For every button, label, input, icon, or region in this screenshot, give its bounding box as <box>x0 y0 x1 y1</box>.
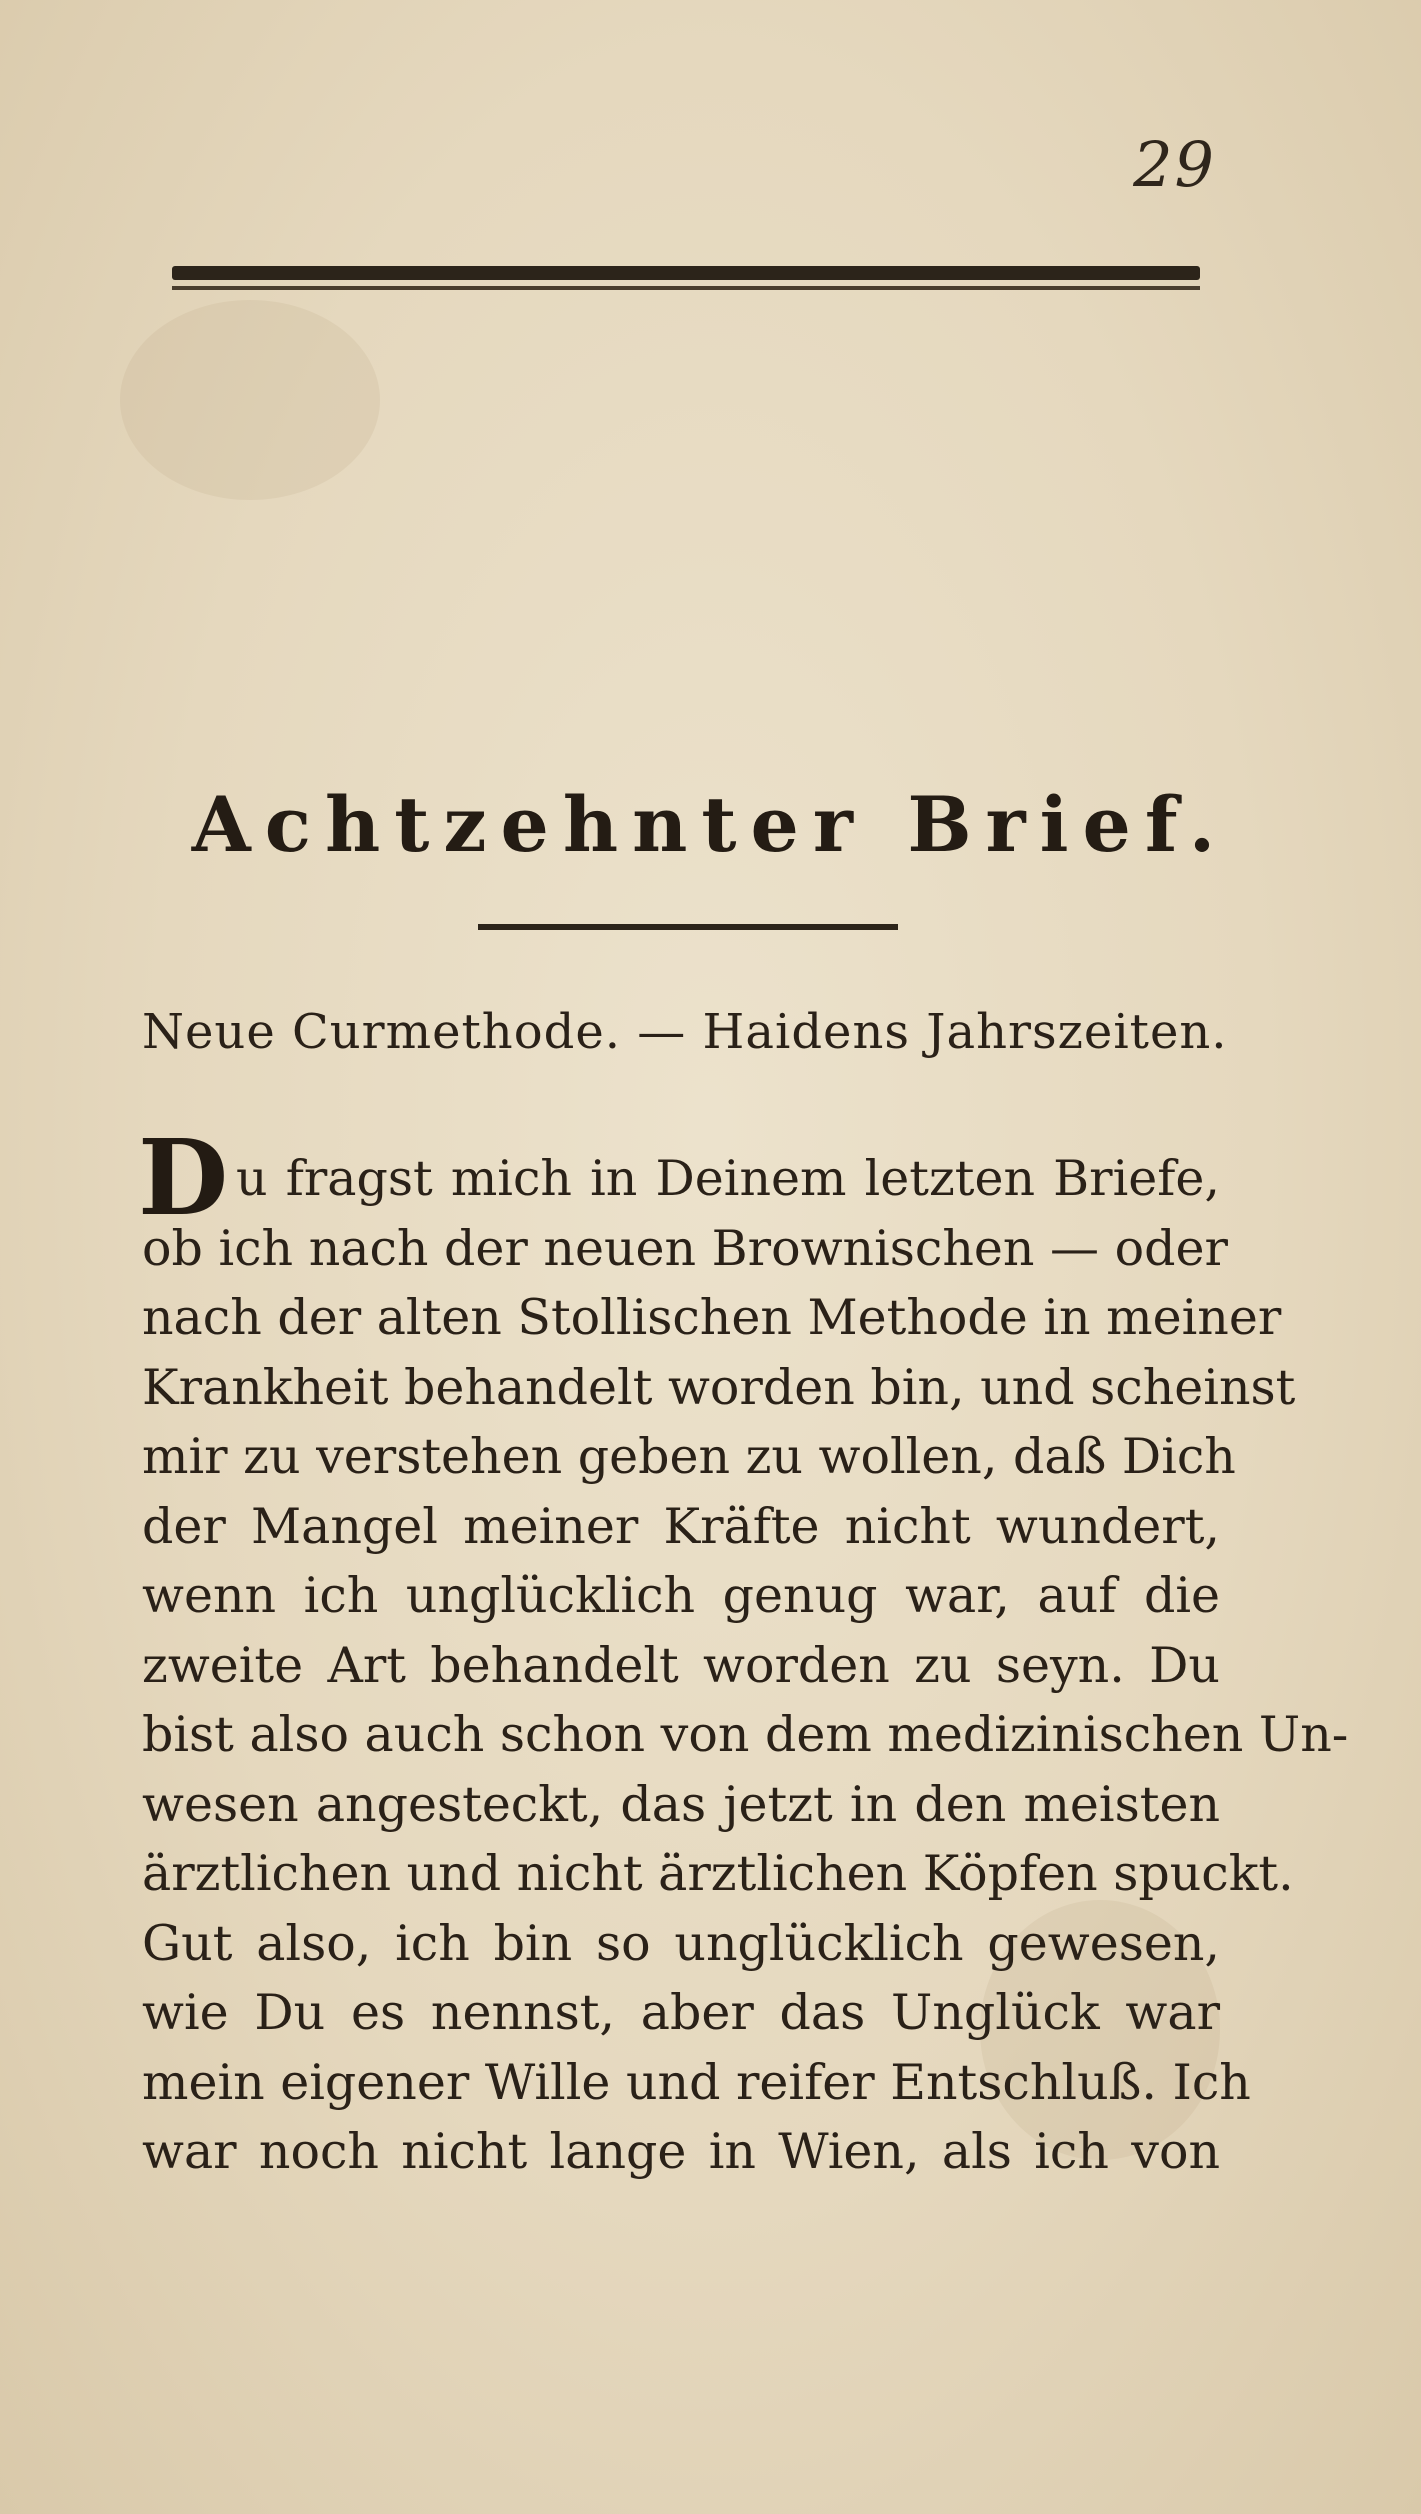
text-line: mein eigener Wille und reifer Entschluß. Ich <box>142 2053 1251 2111</box>
title-rule <box>478 924 898 930</box>
text-line: wenn ich unglücklich genug war, auf die <box>142 1567 1220 1624</box>
header-rule <box>172 266 1200 280</box>
text-line: ob ich nach der neuen Brownischen — oder <box>142 1219 1228 1277</box>
text-line: war noch nicht lange in Wien, als ich von <box>142 2123 1220 2180</box>
text-line: Gut also, ich bin so unglücklich gewesen, <box>142 1914 1220 1972</box>
text-line: Krankheit behandelt worden bin, und scheinst <box>142 1358 1296 1416</box>
text-line: bist also auch schon von dem medizinischen Un- <box>142 1706 1349 1763</box>
text-line: ärztlichen und nicht ärztlichen Köpfen spuckt. <box>142 1845 1294 1902</box>
text-line: nach der alten Stollischen Methode in meiner <box>142 1289 1282 1346</box>
drop-cap: D <box>138 1116 229 1239</box>
text-line: wesen angesteckt, das jetzt in den meisten <box>142 1775 1220 1833</box>
chapter-subtitle: Neue Curmethode. — Haidens Jahrszeiten. <box>142 1004 1228 1060</box>
header-rule-thin <box>172 286 1200 290</box>
text-line: u fragst mich in Deinem letzten Briefe, <box>236 1150 1220 1207</box>
text-line: mir zu verstehen geben zu wollen, daß Dich <box>142 1428 1236 1485</box>
body-text <box>142 1144 1349 2187</box>
text-line: zweite Art behandelt worden zu seyn. Du <box>142 1636 1220 1694</box>
text-line: der Mangel meiner Kräfte nicht wundert, <box>142 1497 1220 1555</box>
paper-stain <box>120 300 380 500</box>
text-line: wie Du es nennst, aber das Unglück war <box>142 1984 1220 2041</box>
page-number: 29 <box>1133 128 1216 201</box>
letter-title: Achtzehnter Brief. <box>191 780 1230 869</box>
